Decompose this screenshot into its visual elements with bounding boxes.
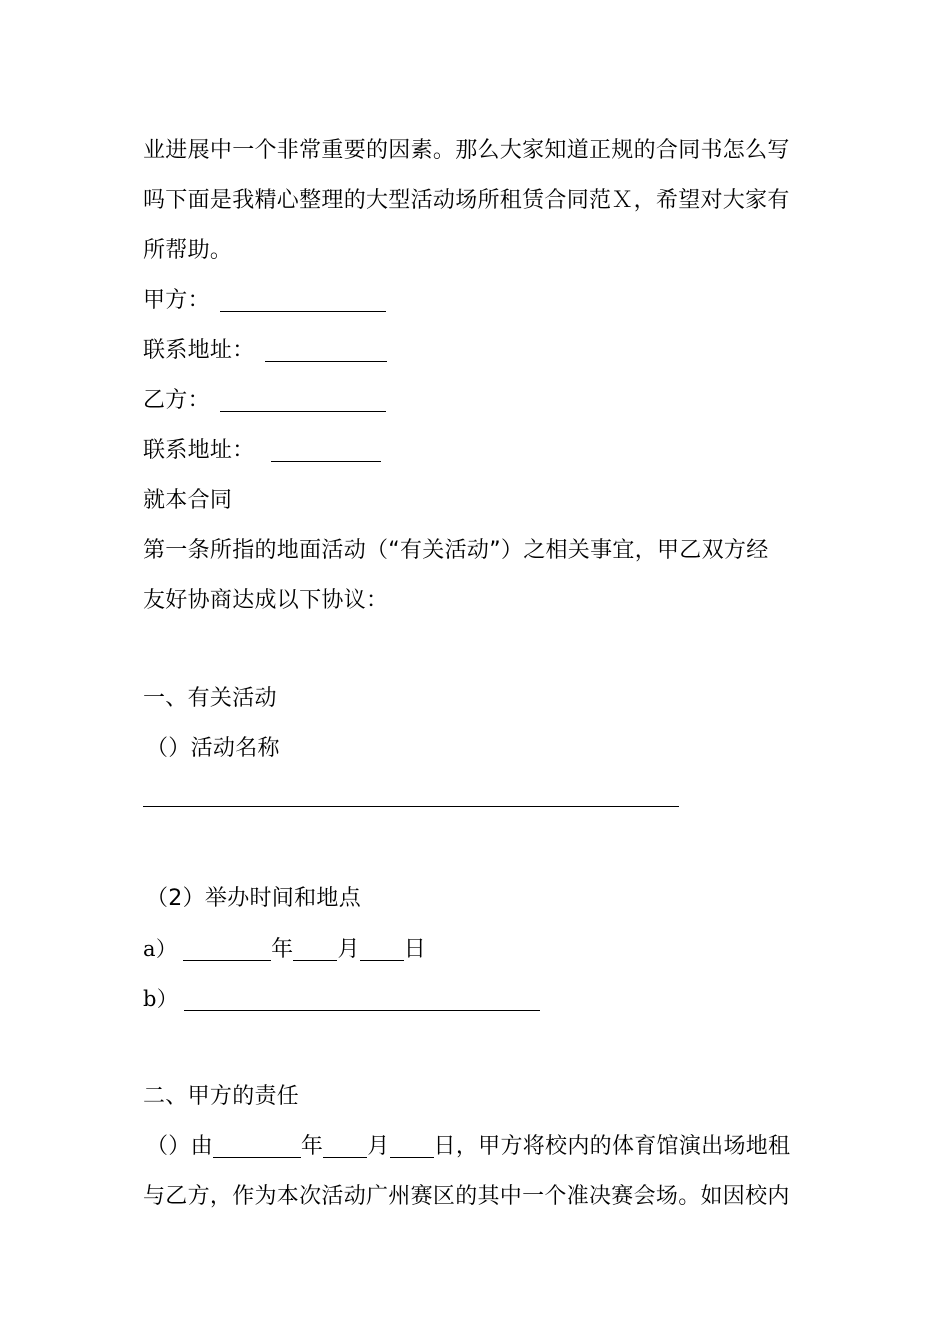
lease-prefix: （）由 (146, 1134, 213, 1159)
month-label: 月 (337, 937, 360, 962)
section-1-heading: 一、有关活动 (143, 686, 277, 711)
party-b-blank (220, 389, 386, 412)
lease-line-1 (146, 1132, 790, 1162)
time-place-label: （2）举办时间和地点 (146, 886, 361, 911)
intro-line-2: 吗下面是我精心整理的大型活动场所租赁合同范Ｘ，希望对大家有 (143, 188, 790, 213)
month-blank (293, 938, 337, 961)
date-prefix: a） (143, 937, 178, 961)
lease-day-blank (390, 1135, 434, 1158)
party-b-row (143, 386, 386, 416)
address-b-row (143, 436, 381, 466)
activity-name-blank (143, 806, 679, 807)
day-label: 日 (403, 937, 427, 962)
address-a-blank (265, 339, 387, 362)
preamble-line-2: 第一条所指的地面活动（“有关活动”）之相关事宜，甲乙双方经 (143, 538, 769, 563)
lease-year-label: 年 (300, 1134, 324, 1159)
address-a-label: 联系地址： (143, 338, 255, 363)
place-row (143, 984, 540, 1015)
party-a-label: 甲方： (143, 288, 210, 313)
party-a-row (143, 286, 386, 316)
address-b-label: 联系地址： (143, 438, 255, 463)
preamble-line-3: 友好协商达成以下协议： (143, 588, 389, 613)
year-label: 年 (271, 937, 294, 962)
section-2-heading: 二、甲方的责任 (143, 1084, 300, 1109)
lease-month-blank (323, 1135, 367, 1158)
lease-suffix: ，甲方将校内的体育馆演出场地租 (455, 1134, 791, 1159)
place-prefix: b） (143, 987, 179, 1011)
intro-line-3: 所帮助。 (143, 238, 233, 263)
intro-line-1: 业进展中一个非常重要的因素。那么大家知道正规的合同书怎么写 (143, 138, 790, 163)
activity-name-label: （）活动名称 (146, 736, 280, 761)
address-a-row (143, 336, 387, 366)
lease-line-2: 与乙方，作为本次活动广州赛区的其中一个准决赛会场。如因校内 (143, 1184, 790, 1209)
lease-year-blank (213, 1135, 301, 1158)
party-a-blank (220, 289, 386, 312)
place-blank (184, 988, 540, 1011)
preamble-line-1: 就本合同 (143, 488, 233, 513)
party-b-label: 乙方： (143, 388, 210, 413)
address-b-blank (271, 439, 381, 462)
day-blank (360, 938, 404, 961)
year-blank (183, 938, 271, 961)
lease-month-label: 月 (367, 1134, 390, 1159)
lease-day-label: 日 (433, 1134, 456, 1159)
date-row (143, 934, 426, 965)
